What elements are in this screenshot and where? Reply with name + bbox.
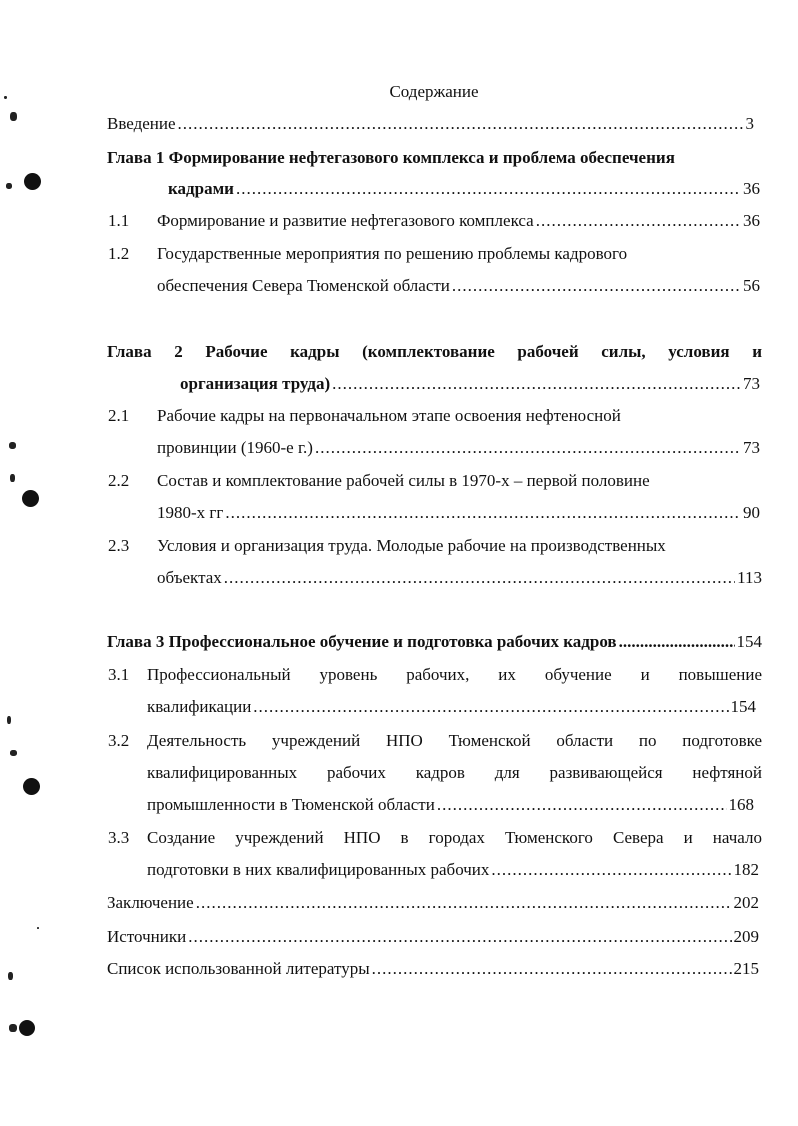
toc-section-1-2-line1: Государственные мероприятия по решению проблемы кадрового	[157, 244, 628, 263]
leader-dots	[452, 274, 741, 298]
toc-section-2-1-line2	[157, 436, 760, 460]
toc-entry-text: подготовки в них квалифицированных рабочих	[147, 860, 490, 879]
toc-entry-text: Введение	[107, 114, 176, 133]
toc-entry-text: провинции (1960-е г.)	[157, 438, 313, 457]
toc-chapter-2-line2	[180, 372, 760, 396]
toc-page-number: 154	[730, 697, 756, 716]
toc-section-2-2-line2	[157, 501, 760, 525]
toc-entry-text: 1980-х гг	[157, 503, 224, 522]
toc-entry-text: промышленности в Тюменской области	[147, 795, 435, 814]
toc-entry-text: Список использованной литературы	[107, 959, 370, 978]
punch-hole-mark	[22, 490, 39, 507]
toc-entry-text: обеспечения Севера Тюменской области	[157, 276, 450, 295]
toc-section-3-1-line1: Профессиональный уровень рабочих, их обучение и повышение	[147, 665, 762, 684]
toc-page-number: 36	[743, 211, 760, 230]
toc-chapter-2-line1: Глава 2 Рабочие кадры (комплектование рабочей силы, условия и	[107, 342, 762, 361]
scan-speck	[7, 716, 11, 724]
toc-chapter-1-line1: Глава 1 Формирование нефтегазового комплекса и проблема обеспечения	[107, 148, 675, 167]
toc-section-3-3-line2	[147, 858, 759, 882]
toc-entry-text: кадрами	[168, 179, 234, 198]
toc-entry-text: квалификации	[147, 697, 252, 716]
leader-dots	[225, 501, 741, 525]
leader-dots	[188, 925, 731, 949]
toc-entry-conclusion	[107, 891, 759, 915]
leader-dots	[253, 695, 728, 719]
toc-page-number: 36	[743, 179, 760, 198]
toc-section-3-3-line1: Создание учреждений НПО в городах Тюменского Севера и начало	[147, 828, 762, 847]
toc-chapter-1-line2	[168, 177, 760, 201]
toc-entry-text: организация труда)	[180, 374, 331, 393]
leader-dots	[236, 177, 741, 201]
toc-section-2-2-line1: Состав и комплектование рабочей силы в 1970-х – первой половине	[157, 471, 650, 490]
toc-page-number: 209	[733, 927, 759, 946]
scan-speck	[37, 927, 39, 929]
toc-page-number: 3	[745, 114, 754, 133]
toc-section-number: 1.1	[108, 211, 130, 230]
toc-page-number: 168	[728, 795, 754, 814]
toc-entry-text: Заключение	[107, 893, 194, 912]
punch-hole-mark	[19, 1020, 35, 1036]
punch-hole-mark	[24, 173, 41, 190]
toc-entry-text: Источники	[107, 927, 187, 946]
scan-speck	[6, 183, 12, 189]
toc-entry-literature	[107, 957, 759, 981]
leader-dots	[178, 112, 744, 136]
toc-section-2-3-line1: Условия и организация труда. Молодые рабочие на производственных	[157, 536, 666, 555]
toc-page-number: 154	[736, 632, 762, 651]
toc-section-number: 3.3	[108, 828, 130, 847]
toc-section-number: 1.2	[108, 244, 130, 263]
leader-dots	[332, 372, 741, 396]
toc-page-number: 90	[743, 503, 760, 522]
leader-dots	[372, 957, 732, 981]
punch-hole-mark	[23, 778, 40, 795]
toc-entry-text: объектах	[157, 568, 222, 587]
toc-chapter-3	[107, 630, 762, 654]
toc-section-2-1-line1: Рабочие кадры на первоначальном этапе освоения нефтеносной	[157, 406, 621, 425]
toc-section-number: 3.2	[108, 731, 130, 750]
leader-dots	[437, 793, 727, 817]
scan-speck	[4, 96, 7, 99]
toc-section-number: 2.3	[108, 536, 130, 555]
leader-dots	[619, 630, 735, 654]
toc-page-number: 73	[743, 374, 760, 393]
page-title: Содержание	[389, 82, 479, 101]
toc-entry-text: Формирование и развитие нефтегазового комплекса	[157, 211, 534, 230]
leader-dots	[491, 858, 731, 882]
leader-dots	[196, 891, 732, 915]
toc-page-number: 215	[733, 959, 759, 978]
toc-page-number: 182	[733, 860, 759, 879]
toc-section-3-2-line1: Деятельность учреждений НПО Тюменской области по подготовке	[147, 731, 762, 750]
leader-dots	[536, 209, 741, 233]
toc-section-1-2-line2	[157, 274, 760, 298]
toc-entry-intro	[107, 112, 754, 136]
leader-dots	[315, 436, 741, 460]
toc-page-number: 73	[743, 438, 760, 457]
toc-entry-text: Глава 3 Профессиональное обучение и подготовка рабочих кадров	[107, 632, 617, 651]
toc-section-1-1	[157, 209, 760, 233]
toc-section-3-2-line3	[147, 793, 754, 817]
leader-dots	[224, 566, 735, 590]
toc-section-3-2-line2: квалифицированных рабочих кадров для развивающейся нефтяной	[147, 763, 762, 782]
toc-page-number: 113	[737, 568, 762, 587]
toc-section-3-1-line2	[147, 695, 756, 719]
toc-section-number: 2.2	[108, 471, 130, 490]
scan-speck	[10, 750, 17, 756]
scan-speck	[9, 442, 16, 449]
scan-speck	[10, 112, 17, 121]
toc-section-2-3-line2	[157, 566, 762, 590]
scan-speck	[9, 1024, 17, 1032]
toc-section-number: 2.1	[108, 406, 130, 425]
toc-entry-sources	[107, 925, 759, 949]
toc-page-number: 202	[733, 893, 759, 912]
toc-page-number: 56	[743, 276, 760, 295]
toc-section-number: 3.1	[108, 665, 130, 684]
scan-speck	[10, 474, 15, 482]
scan-speck	[8, 972, 13, 980]
